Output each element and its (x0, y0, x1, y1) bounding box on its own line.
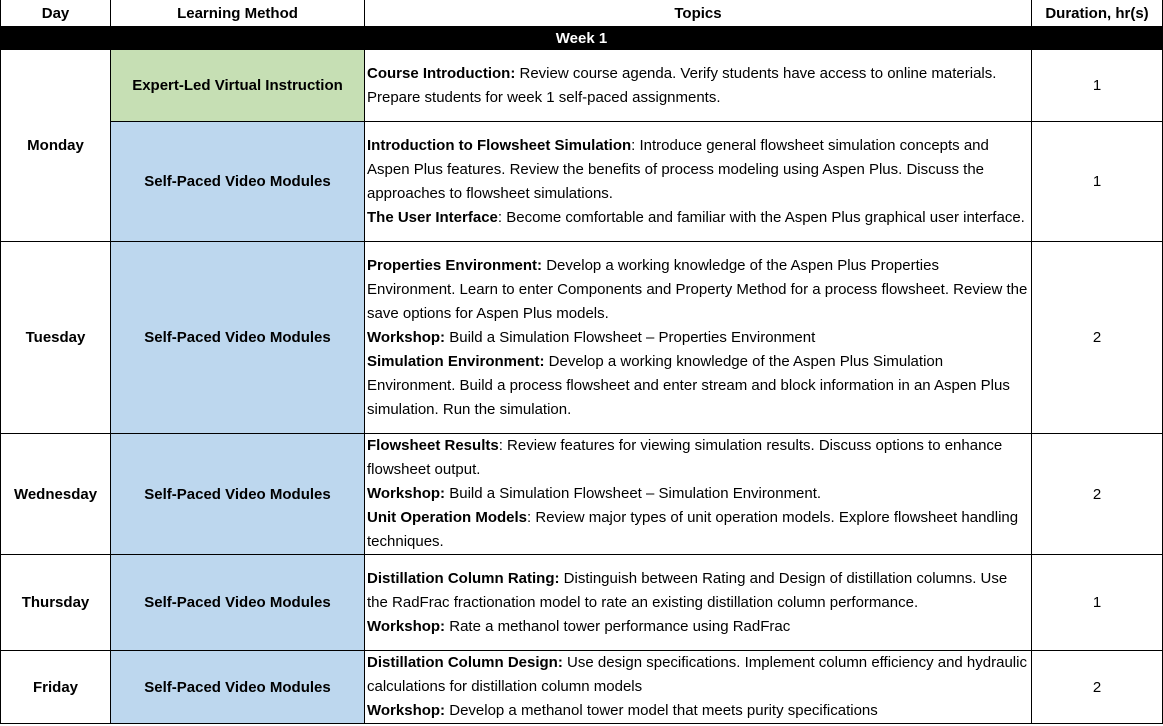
topic-text: Rate a methanol tower performance using RadFrac (445, 617, 791, 635)
topics-cell (365, 122, 1032, 242)
topic-item (367, 326, 1029, 350)
day-cell: Friday (1, 651, 111, 724)
topic-item (367, 206, 1029, 230)
topics-cell (365, 555, 1032, 651)
header-duration: Duration, hr(s) (1032, 0, 1163, 27)
table-row (1, 122, 1163, 242)
topic-item (367, 350, 1029, 422)
topic-title: Flowsheet Results (367, 437, 499, 454)
duration-cell: 2 (1032, 242, 1163, 434)
week-row (1, 27, 1163, 50)
topic-item (367, 254, 1029, 326)
topic-text: : Review major types of unit operation models. Explore flowsheet handling techniques. (367, 509, 1019, 550)
day-cell: Tuesday (1, 242, 111, 434)
topic-item (367, 134, 1029, 206)
topic-item (367, 567, 1029, 615)
table-row (1, 242, 1163, 434)
day-cell: Wednesday (1, 434, 111, 555)
topics-cell (365, 434, 1032, 555)
topic-text: : Introduce general flowsheet simulation concepts and Aspen Plus features. Review the benefits of process modeling using Aspen Plus. Discuss the approaches to flowsheet simulations. (367, 136, 989, 202)
topic-item (367, 506, 1029, 554)
learning-method-cell: Self-Paced Video Modules (111, 651, 365, 724)
topic-item (367, 651, 1029, 699)
topic-title: Introduction to Flowsheet Simulation (367, 136, 632, 154)
topics-cell (365, 651, 1032, 724)
topic-title: The User Interface (367, 208, 498, 226)
topic-title: Simulation Environment: (367, 352, 545, 370)
duration-cell: 1 (1032, 555, 1163, 651)
topic-item (367, 615, 1029, 639)
topic-item (367, 62, 1029, 110)
topic-item (367, 699, 1029, 723)
table-row (1, 555, 1163, 651)
duration-cell: 2 (1032, 434, 1163, 555)
header-row (1, 0, 1163, 27)
topic-title: Properties Environment: (367, 256, 543, 274)
topic-text: Review course agenda. Verify students have access to online materials. Prepare students for week 1 self-paced assignments. (367, 64, 997, 106)
topic-text: Develop a working knowledge of the Aspen Plus Simulation Environment. Build a process flowsheet and enter stream and block information in an Aspen Plus simulation. Run the simulation. (367, 352, 1010, 418)
topic-title: Distillation Column Rating: (367, 569, 560, 587)
topic-text: Build a Simulation Flowsheet – Simulation Environment. (445, 485, 822, 502)
topic-text: Distinguish between Rating and Design of distillation columns. Use the RadFrac fractionation model to rate an existing distillation column performance. (367, 569, 1008, 611)
topic-item (367, 482, 1029, 506)
topic-text: : Review features for viewing simulation results. Discuss options to enhance flowsheet output. (367, 437, 1003, 478)
topic-text: Develop a methanol tower model that meets purity specifications (445, 702, 878, 719)
learning-method-cell: Self-Paced Video Modules (111, 434, 365, 555)
topic-title: Course Introduction: (367, 64, 516, 82)
topic-title: Unit Operation Models (367, 509, 528, 526)
topic-text: Use design specifications. Implement column efficiency and hydraulic calculations for distillation column models (367, 654, 1027, 695)
topic-text: Build a Simulation Flowsheet – Properties Environment (445, 328, 816, 346)
header-learning-method: Learning Method (111, 0, 365, 27)
topics-cell (365, 242, 1032, 434)
topic-text: : Become comfortable and familiar with the Aspen Plus graphical user interface. (497, 208, 1025, 226)
duration-cell: 1 (1032, 122, 1163, 242)
topic-title: Workshop: (367, 617, 446, 635)
topics-cell (365, 50, 1032, 122)
topic-title: Distillation Column Design: (367, 654, 563, 671)
learning-method-cell: Self-Paced Video Modules (111, 122, 365, 242)
learning-method-cell: Self-Paced Video Modules (111, 242, 365, 434)
learning-method-cell: Self-Paced Video Modules (111, 555, 365, 651)
day-cell: Thursday (1, 555, 111, 651)
table-row (1, 434, 1163, 555)
day-cell: Monday (1, 50, 111, 242)
table-row (1, 50, 1163, 122)
duration-cell: 2 (1032, 651, 1163, 724)
learning-method-cell: Expert-Led Virtual Instruction (111, 50, 365, 122)
topic-item (367, 434, 1029, 482)
header-topics: Topics (365, 0, 1032, 27)
topic-text: Develop a working knowledge of the Aspen Plus Properties Environment. Learn to enter Components and Property Method for a process flowsheet. Review the save options for Aspen Plus models. (367, 256, 1028, 322)
header-day: Day (1, 0, 111, 27)
duration-cell: 1 (1032, 50, 1163, 122)
topic-title: Workshop: (367, 328, 446, 346)
topic-title: Workshop: (367, 485, 446, 502)
topic-title: Workshop: (367, 702, 446, 719)
week-label: Week 1 (1, 27, 1163, 50)
table-row (1, 651, 1163, 724)
